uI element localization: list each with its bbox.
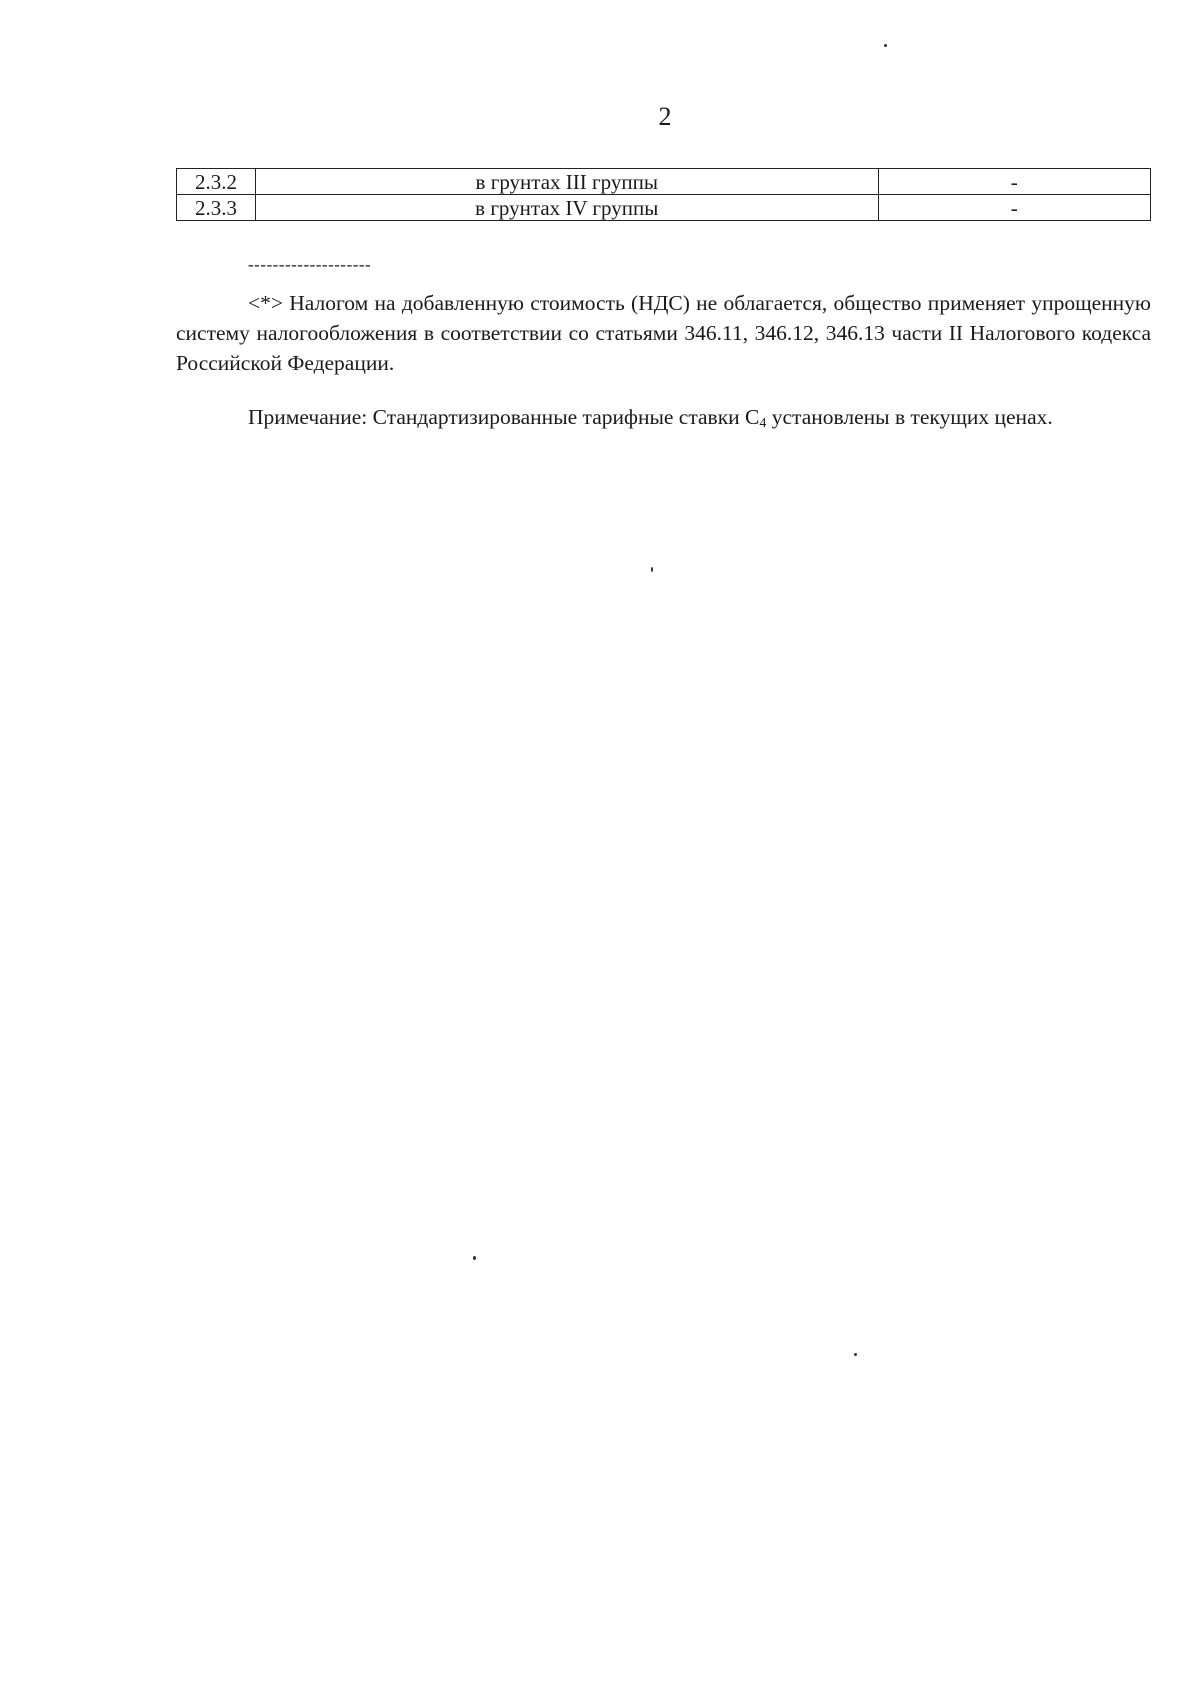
note-suffix: установлены в текущих ценах. bbox=[766, 405, 1053, 429]
note-subscript: 4 bbox=[759, 416, 767, 431]
rates-table bbox=[176, 168, 1151, 221]
page-number: 2 bbox=[658, 102, 672, 131]
note-text bbox=[176, 402, 1151, 439]
row-value: - bbox=[878, 169, 1150, 195]
footnote-text: <*> Налогом на добавленную стоимость (НДС) не облагается, общество применяет упрощенную систему налогообложения в соответствии со статьями 346.11, 346.12, 346.13 части II Налогового кодекса Российской Федерации. bbox=[176, 291, 1151, 375]
row-number: 2.3.2 bbox=[177, 169, 256, 195]
scan-speck bbox=[651, 567, 653, 572]
scan-speck bbox=[884, 44, 887, 47]
footnote-divider: -------------------- bbox=[248, 255, 372, 274]
table-row bbox=[177, 169, 1151, 195]
row-value: - bbox=[878, 195, 1150, 221]
row-description: в грунтах IV группы bbox=[255, 195, 878, 221]
row-description: в грунтах III группы bbox=[255, 169, 878, 195]
scan-speck bbox=[473, 1256, 476, 1260]
note-prefix: Примечание: Стандартизированные тарифные ставки С bbox=[248, 405, 760, 429]
row-number: 2.3.3 bbox=[177, 195, 256, 221]
scan-speck bbox=[854, 1353, 857, 1356]
table-row bbox=[177, 195, 1151, 221]
